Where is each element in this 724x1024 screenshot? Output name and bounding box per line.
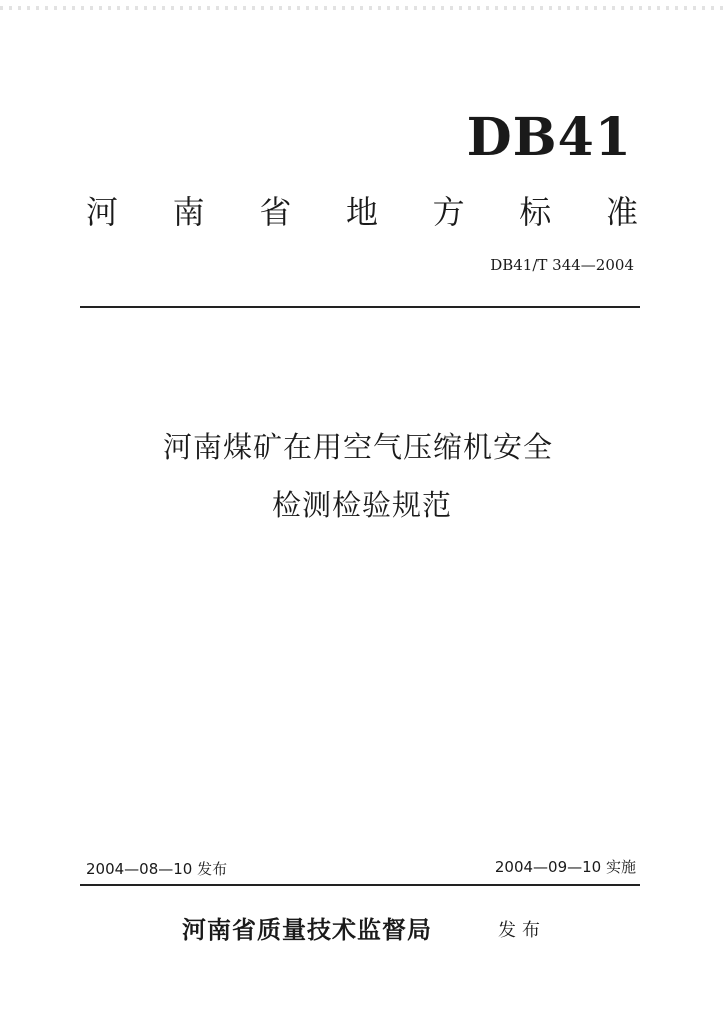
- publish-label: 发布: [498, 920, 546, 941]
- standard-number: DB41/T 344—2004: [490, 256, 634, 274]
- document-title-line-1: 河南煤矿在用空气压缩机安全: [162, 430, 553, 464]
- publisher-name: 河南省质量技术监督局: [182, 915, 432, 944]
- standard-type-char: 地: [345, 193, 378, 231]
- issue-date: 2004—08—10 发布: [86, 860, 228, 878]
- standard-type-char: 省: [259, 193, 292, 231]
- standard-type-heading: [86, 193, 638, 231]
- top-divider: [80, 306, 640, 308]
- scan-artifact: [0, 6, 724, 10]
- bottom-divider: [80, 884, 640, 886]
- standard-type-char: 方: [432, 193, 465, 231]
- standard-type-char: 南: [172, 193, 205, 231]
- standard-code: DB41: [466, 107, 632, 168]
- document-title-line-2: 检测检验规范: [271, 488, 452, 522]
- standard-type-char: 标: [519, 193, 552, 231]
- standard-type-char: 河: [86, 193, 119, 231]
- standard-type-char: 准: [605, 193, 638, 231]
- effective-date: 2004—09—10 实施: [494, 858, 636, 876]
